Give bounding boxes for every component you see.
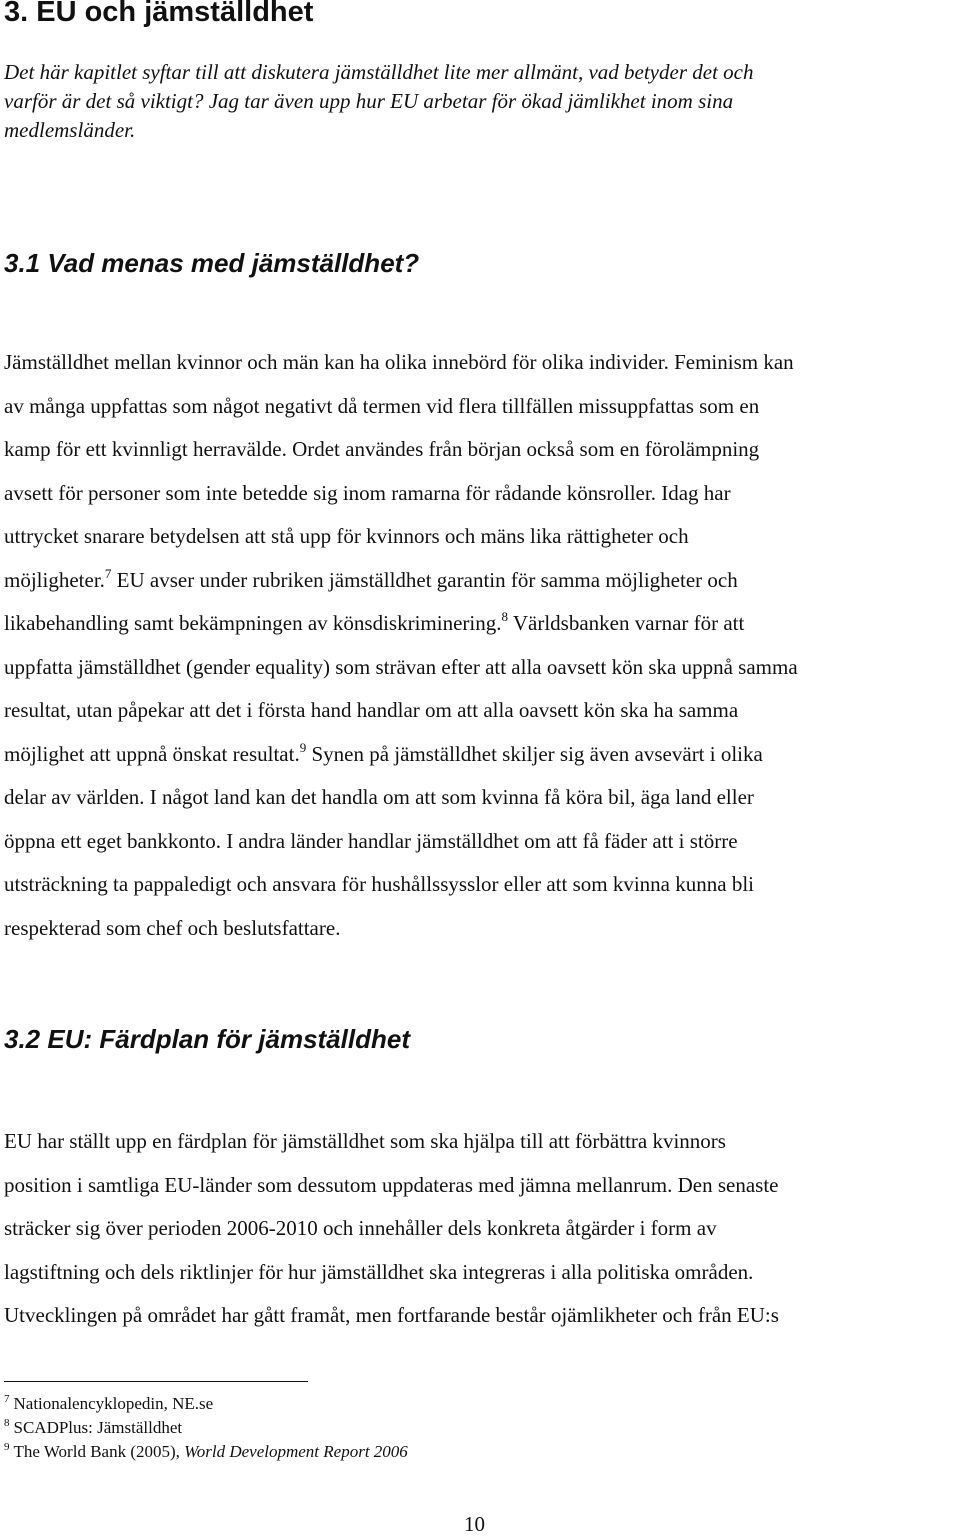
footnote-ref-9[interactable]: 9 <box>299 739 307 755</box>
paragraph-line: Jämställdhet mellan kvinnor och män kan ha olika innebörd för olika individer. Feminism kan <box>4 350 794 374</box>
paragraph-line: uttrycket snarare betydelsen att stå upp för kvinnors och mäns lika rättigheter och <box>4 524 689 548</box>
footnote-text: SCADPlus: Jämställdhet <box>13 1418 183 1437</box>
section-heading-3-2: 3.2 EU: Färdplan för jämställdhet <box>4 1024 410 1054</box>
paragraph-line: uppfatta jämställdhet (gender equality) som strävan efter att alla oavsett kön ska uppnå samma <box>4 654 798 679</box>
paragraph-line: Utvecklingen på området har gått framåt, men fortfarande består ojämlikheter och från EU:s <box>4 1303 779 1327</box>
paragraph-line: utsträckning ta pappaledigt och ansvara för hushållssysslor eller att som kvinna kunna bli <box>4 872 754 896</box>
paragraph-line: delar av världen. I något land kan det handla om att som kvinna få köra bil, äga land eller <box>4 785 754 809</box>
section-3-2-paragraph <box>4 1120 954 1338</box>
paragraph-line: sträcker sig över perioden 2006-2010 och innehåller dels konkreta åtgärder i form av <box>4 1216 717 1240</box>
footnote-number: 8 <box>4 1417 10 1429</box>
footnote-7 <box>4 1392 408 1416</box>
paragraph-line: av många uppfattas som något negativt då termen vid flera tillfällen missuppfattas som en <box>4 393 760 418</box>
section-heading-3-1: 3.1 Vad menas med jämställdhet? <box>4 248 420 278</box>
footnote-ref-8[interactable]: 8 <box>501 609 508 624</box>
intro-line: varför är det så viktigt? Jag tar även upp hur EU arbetar för ökad jämlikhet inom sina <box>4 89 734 113</box>
chapter-intro <box>4 58 944 145</box>
footnote-number: 9 <box>4 1441 10 1453</box>
paragraph-line: position i samtliga EU-länder som dessutom uppdateras med jämna mellanrum. Den senaste <box>4 1172 779 1197</box>
paragraph-line: respekterad som chef och beslutsfattare. <box>4 915 341 940</box>
paragraph-line: avsett för personer som inte betedde sig inom ramarna för rådande könsroller. Idag har <box>4 480 731 505</box>
footnote-text: Nationalencyklopedin, NE.se <box>13 1394 214 1413</box>
footnote-separator <box>4 1381 308 1382</box>
paragraph-line: öppna ett eget bankkonto. I andra länder handlar jämställdhet om att få fäder att i större <box>4 828 738 853</box>
section-3-1-paragraph <box>4 341 954 950</box>
paragraph-line: resultat, utan påpekar att det i första hand handlar om att alla oavsett kön ska ha samma <box>4 698 739 722</box>
footnote-text: The World Bank (2005), <box>13 1442 185 1461</box>
footnote-9 <box>4 1440 408 1464</box>
paragraph-line: lagstiftning och dels riktlinjer för hur jämställdhet ska integreras i alla politiska områden. <box>4 1259 754 1284</box>
footnote-number: 7 <box>4 1393 10 1405</box>
footnotes <box>4 1392 408 1464</box>
chapter-heading: 3. EU och jämställdhet <box>4 0 314 28</box>
paragraph-line: kamp för ett kvinnligt herravälde. Ordet användes från början också som en förolämpning <box>4 437 760 461</box>
intro-line: medlemsländer. <box>4 118 136 142</box>
paragraph-line: likabehandling samt bekämpningen av könsdiskriminering.$^8$ Världsbanken varnar för att <box>4 609 745 635</box>
footnote-ref-7[interactable]: 7 <box>104 565 112 581</box>
footnote-report-title: World Development Report 2006 <box>184 1442 408 1461</box>
page-number: 10 <box>464 1512 485 1536</box>
paragraph-line: möjlighet att uppnå önskat resultat.$^9$ Synen på jämställdhet skiljer sig även avsevärt i olika <box>4 739 763 766</box>
paragraph-line: EU har ställt upp en färdplan för jämställdhet som ska hjälpa till att förbättra kvinnors <box>4 1129 726 1153</box>
paragraph-line: möjligheter.$^7$ EU avser under rubriken jämställdhet garantin för samma möjligheter och <box>4 565 738 592</box>
intro-line: Det här kapitlet syftar till att diskutera jämställdhet lite mer allmänt, vad betyder det och <box>4 60 754 84</box>
footnote-8 <box>4 1416 408 1440</box>
